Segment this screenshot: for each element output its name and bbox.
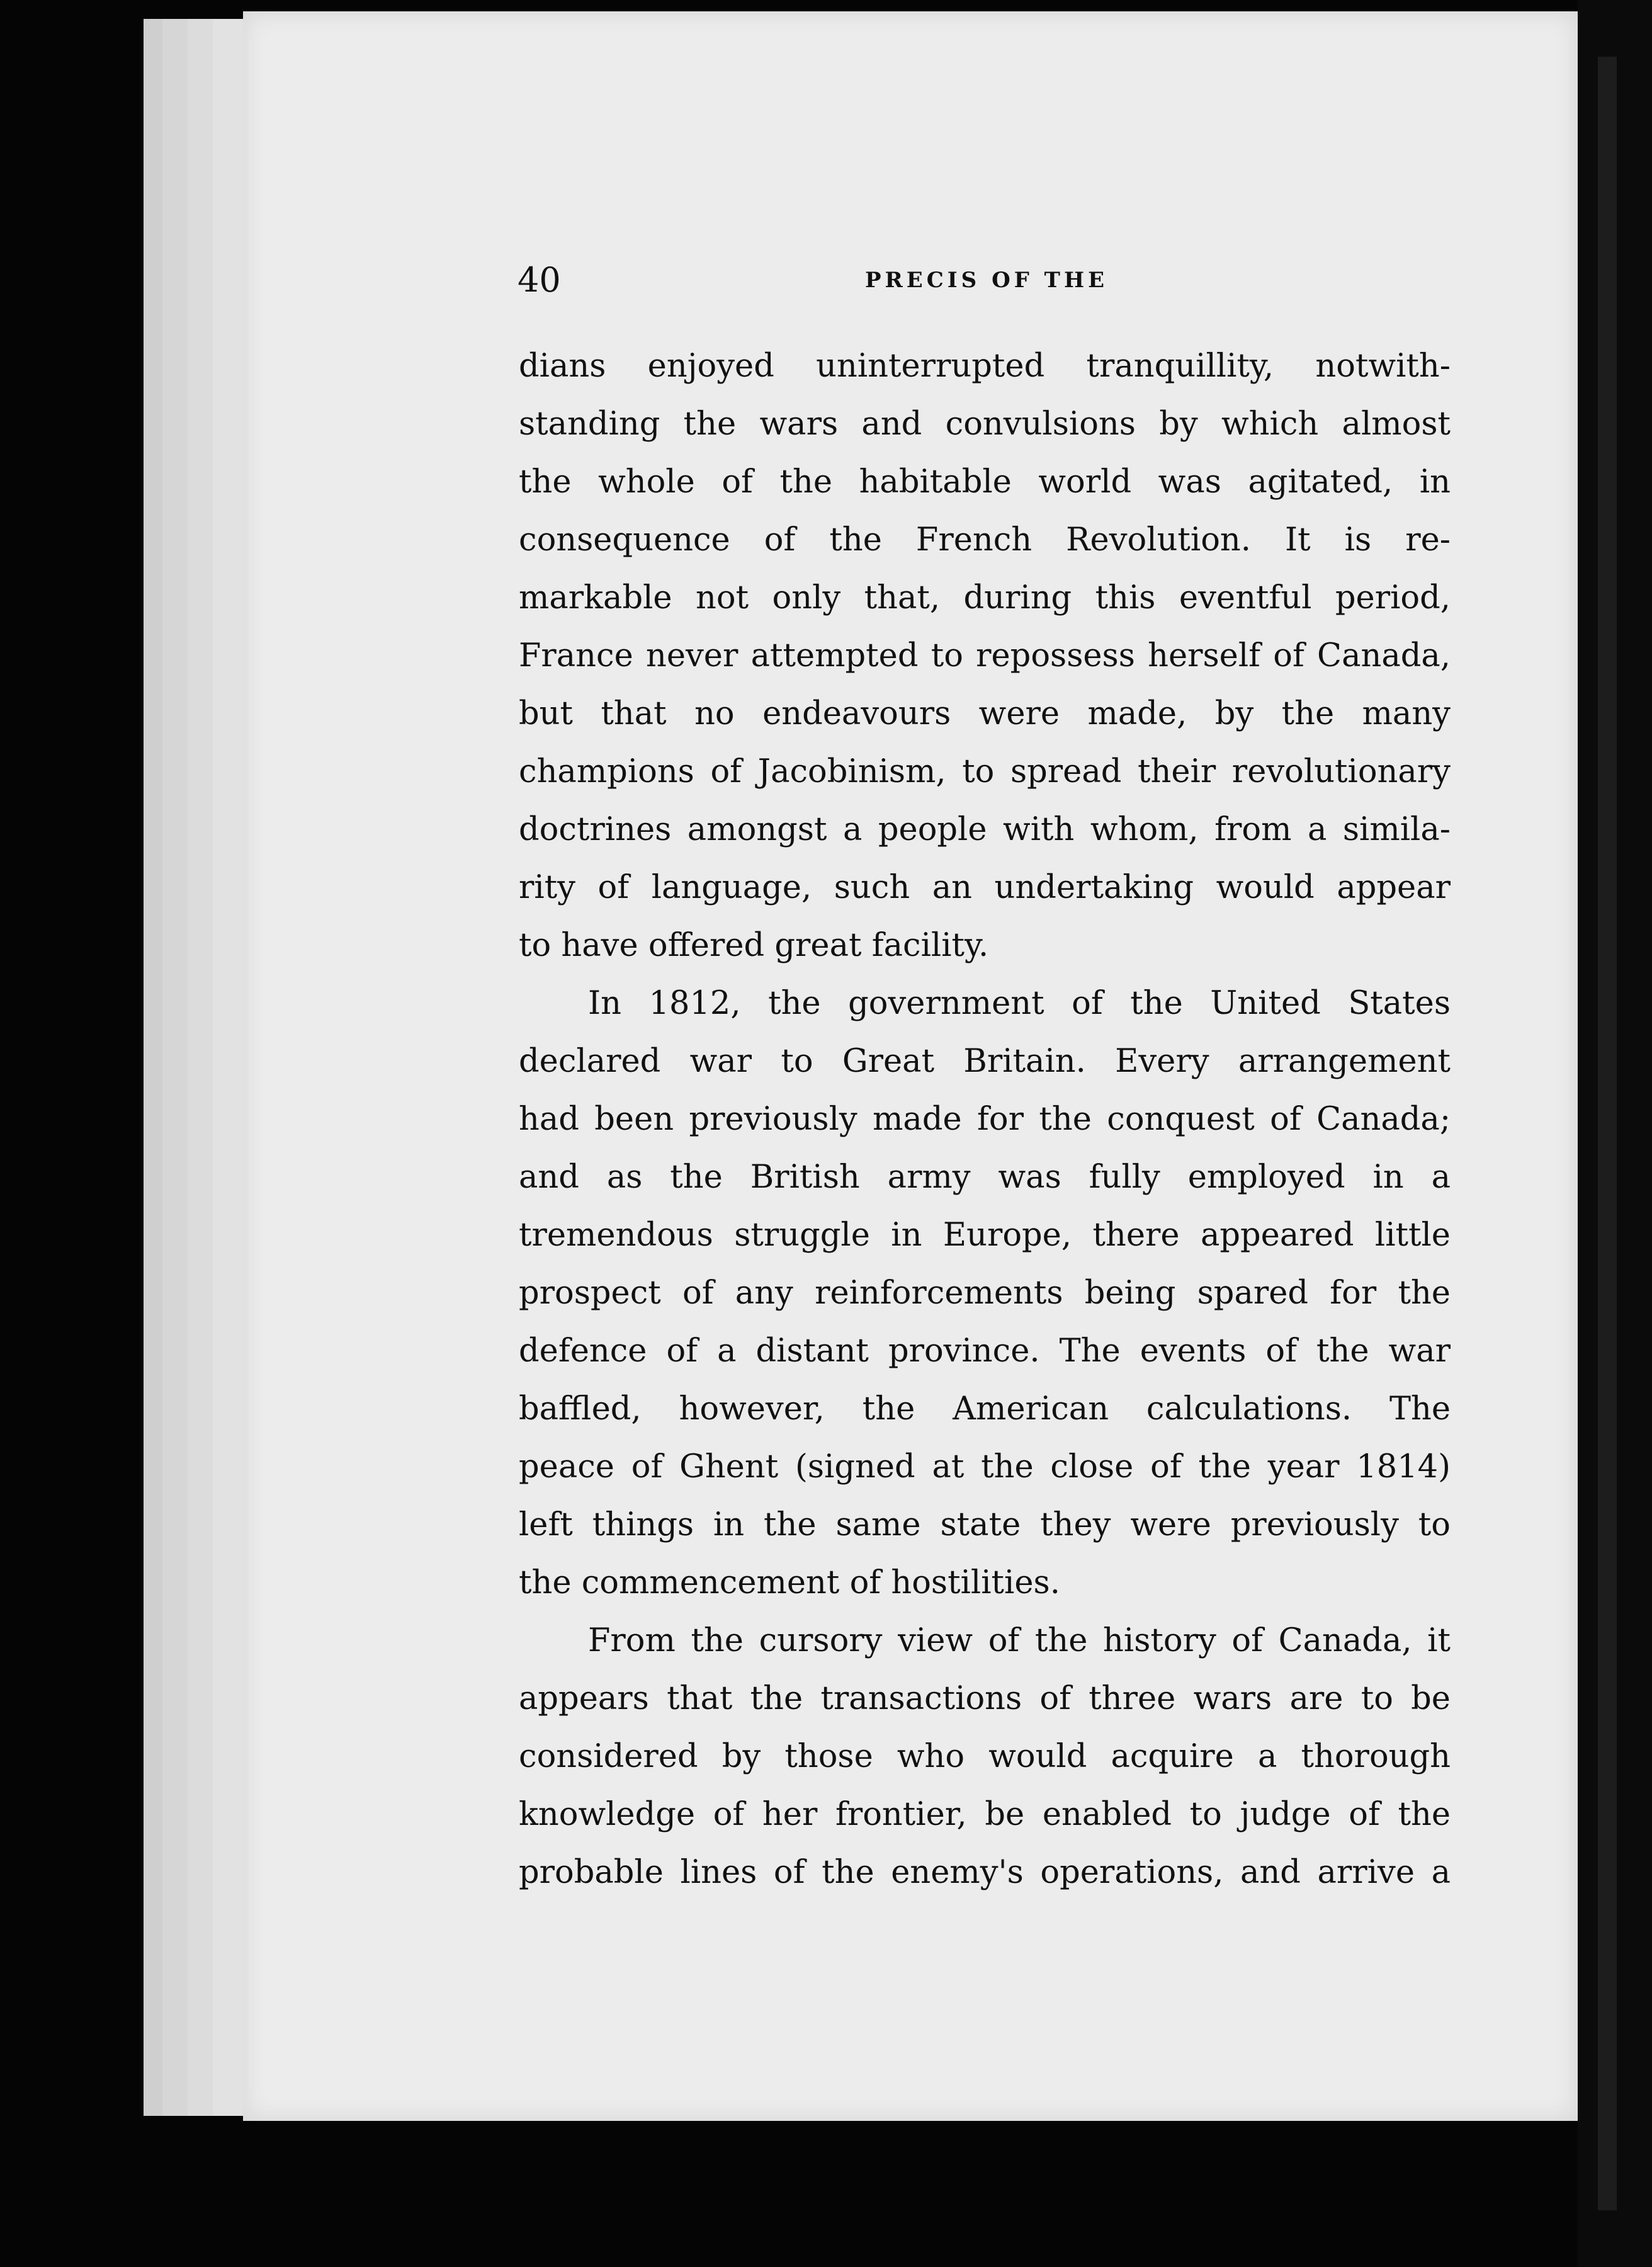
- facing-page-edge: [1598, 57, 1617, 2210]
- text-line: champions of Jacobinism, to spread their revolutionary: [519, 753, 1451, 790]
- text-line: prospect of any reinforcements being spared for the: [519, 1275, 1451, 1312]
- text-line: France never attempted to repossess herself of Canada,: [519, 637, 1451, 674]
- page-edge: [188, 19, 215, 2116]
- page-edge: [144, 19, 164, 2116]
- text-line: declared war to Great Britain. Every arrangement: [519, 1043, 1451, 1080]
- text-line: appears that the transactions of three wars are to be: [519, 1680, 1451, 1717]
- text-line: From the cursory view of the history of Canada, it: [588, 1622, 1451, 1659]
- text-line: rity of language, such an undertaking would appear: [519, 869, 1451, 906]
- page-edge: [213, 19, 245, 2116]
- running-head: PRECIS OF THE: [864, 268, 1109, 293]
- text-line: the whole of the habitable world was agitated, in: [519, 463, 1451, 501]
- text-line: baffled, however, the American calculations. The: [519, 1390, 1451, 1428]
- text-line: defence of a distant province. The events of the war: [519, 1332, 1451, 1370]
- page-header: [518, 255, 1449, 305]
- text-line: left things in the same state they were previously to: [519, 1506, 1451, 1543]
- text-line: tremendous struggle in Europe, there appeared little: [519, 1217, 1451, 1254]
- text-line: considered by those who would acquire a thorough: [519, 1738, 1451, 1775]
- text-line: had been previously made for the conquest of Canada;: [519, 1101, 1451, 1138]
- text-line: markable not only that, during this eventful period,: [519, 579, 1451, 616]
- text-line: consequence of the French Revolution. It is re-: [519, 521, 1451, 559]
- text-line: the commencement of hostilities.: [519, 1564, 1060, 1601]
- text-line: peace of Ghent (signed at the close of the year 1814): [519, 1448, 1451, 1486]
- text-line: to have offered great facility.: [519, 927, 989, 964]
- text-line: and as the British army was fully employed in a: [519, 1159, 1451, 1196]
- page-number: 40: [518, 260, 561, 300]
- text-line: dians enjoyed uninterrupted tranquillity, notwith-: [519, 348, 1451, 385]
- text-line: but that no endeavours were made, by the many: [519, 695, 1451, 732]
- body-text: [519, 338, 1451, 1902]
- text-line: probable lines of the enemy's operations, and arrive a: [519, 1854, 1451, 1891]
- text-line: In 1812, the government of the United States: [588, 985, 1451, 1022]
- text-line: doctrines amongst a people with whom, from a simila-: [519, 811, 1451, 848]
- page-edge: [162, 19, 190, 2116]
- text-line: standing the wars and convulsions by which almost: [519, 406, 1451, 443]
- text-line: knowledge of her frontier, be enabled to judge of the: [519, 1796, 1451, 1833]
